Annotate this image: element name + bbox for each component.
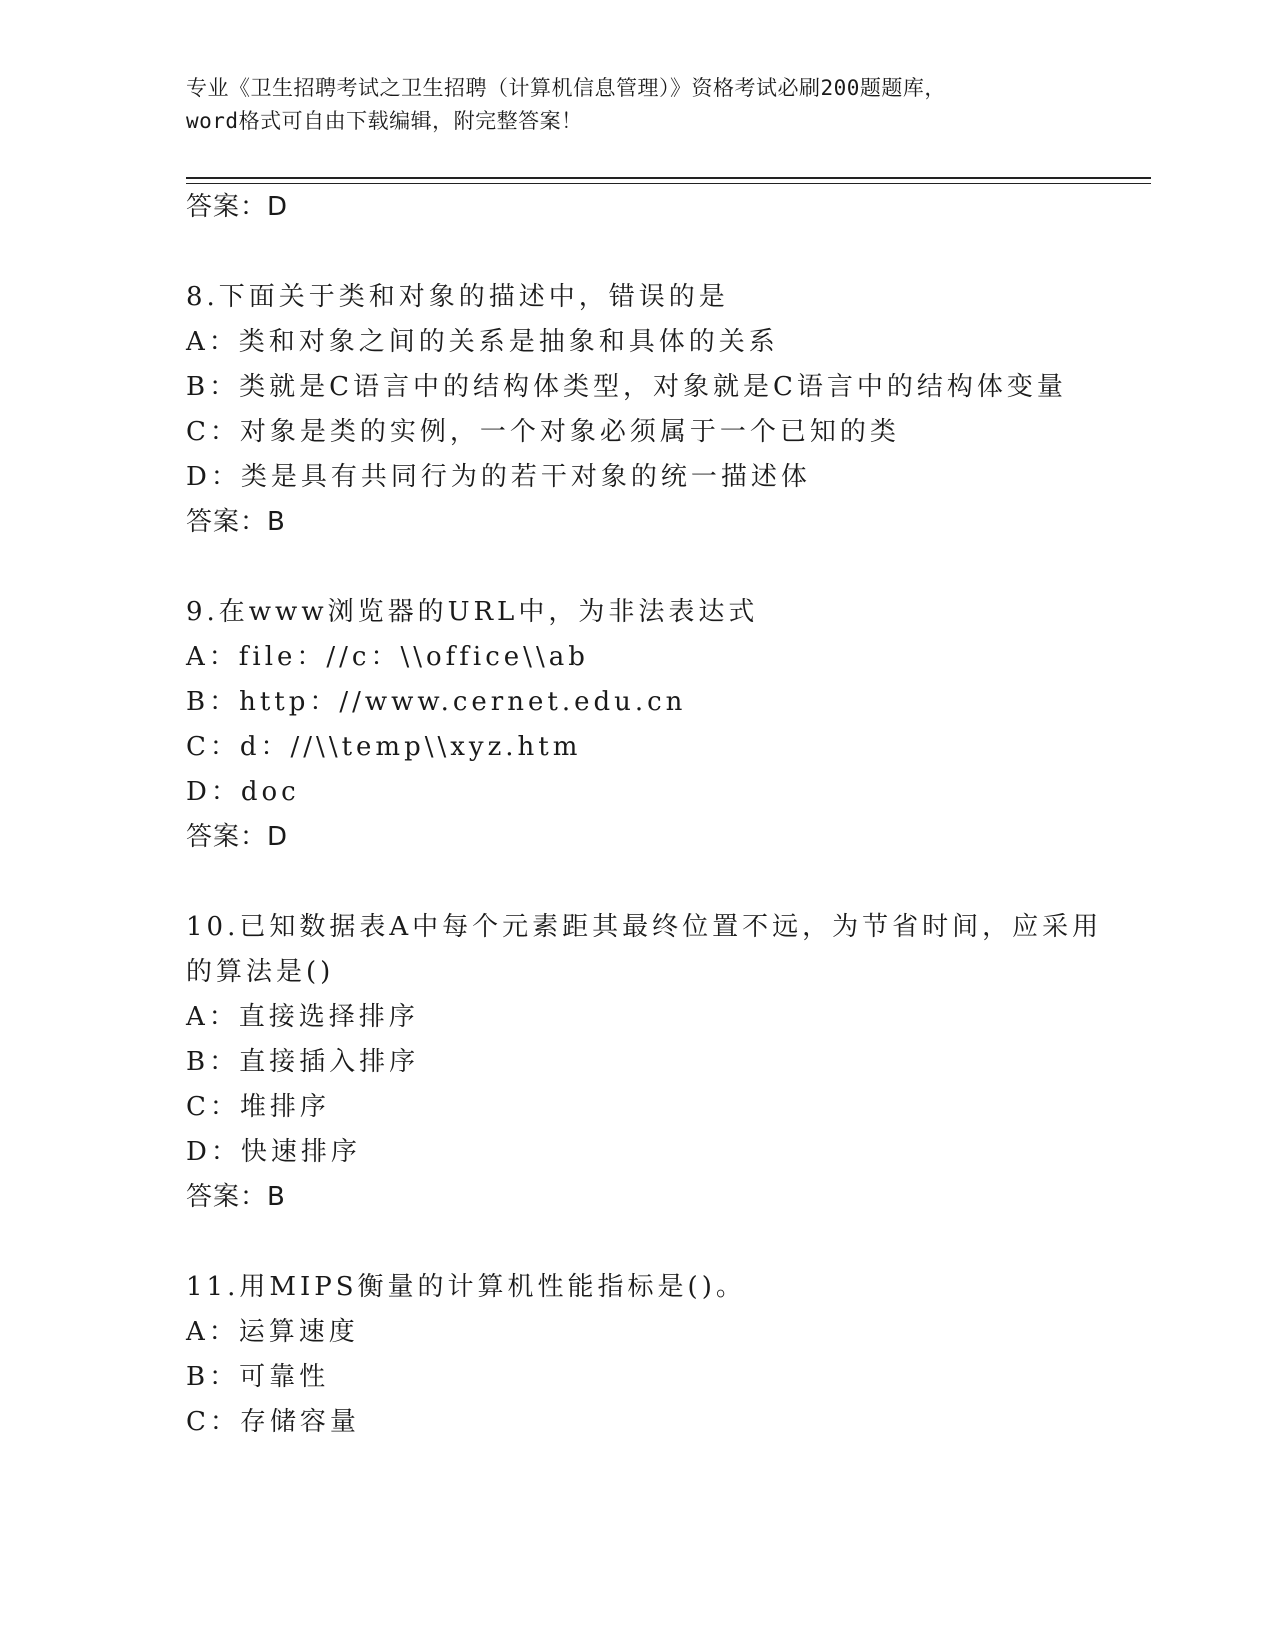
option-a: A：运算速度 — [186, 1317, 359, 1347]
question-stem-line-1: 10.已知数据表A中每个元素距其最终位置不远，为节省时间，应采用 — [186, 912, 1103, 942]
option-c: C：存储容量 — [186, 1407, 360, 1437]
header-line-2: word格式可自由下载编辑，附完整答案！ — [186, 109, 583, 133]
option-b: B：直接插入排序 — [186, 1047, 420, 1077]
question-stem: 9.在www浏览器的URL中，为非法表达式 — [186, 597, 759, 627]
question-10 — [186, 905, 1103, 1175]
header-divider-thin — [186, 183, 1151, 184]
option-c: C：堆排序 — [186, 1092, 330, 1122]
option-a: A：类和对象之间的关系是抽象和具体的关系 — [186, 327, 779, 357]
answer-10: 答案：B — [186, 1182, 286, 1212]
answer-prev: 答案：D — [186, 192, 289, 222]
question-stem-line-2: 的算法是() — [186, 957, 335, 987]
option-c: C：d：//\\temp\\xyz.htm — [186, 732, 582, 762]
question-11 — [186, 1265, 1086, 1445]
option-b: B：http：//www.cernet.edu.cn — [186, 687, 687, 717]
question-9 — [186, 590, 1086, 815]
answer-9: 答案：D — [186, 822, 289, 852]
header-line-1: 专业《卫生招聘考试之卫生招聘（计算机信息管理）》资格考试必刷200题题库， — [186, 76, 946, 100]
option-d: D：doc — [186, 777, 300, 807]
question-stem: 11.用MIPS衡量的计算机性能指标是()。 — [186, 1272, 746, 1302]
option-d: D：快速排序 — [186, 1137, 361, 1167]
option-a: A：直接选择排序 — [186, 1002, 419, 1032]
option-b: B：可靠性 — [186, 1362, 330, 1392]
option-c: C：对象是类的实例，一个对象必须属于一个已知的类 — [186, 417, 900, 447]
option-d: D：类是具有共同行为的若干对象的统一描述体 — [186, 462, 811, 492]
answer-8: 答案：B — [186, 507, 286, 537]
header-divider-thick — [186, 177, 1151, 179]
option-b: B：类就是C语言中的结构体类型，对象就是C语言中的结构体变量 — [186, 372, 1067, 402]
question-stem: 8.下面关于类和对象的描述中，错误的是 — [186, 282, 729, 312]
option-a: A：file：//c：\\office\\ab — [186, 642, 589, 672]
question-8 — [186, 275, 1086, 500]
document-header — [186, 72, 1086, 138]
